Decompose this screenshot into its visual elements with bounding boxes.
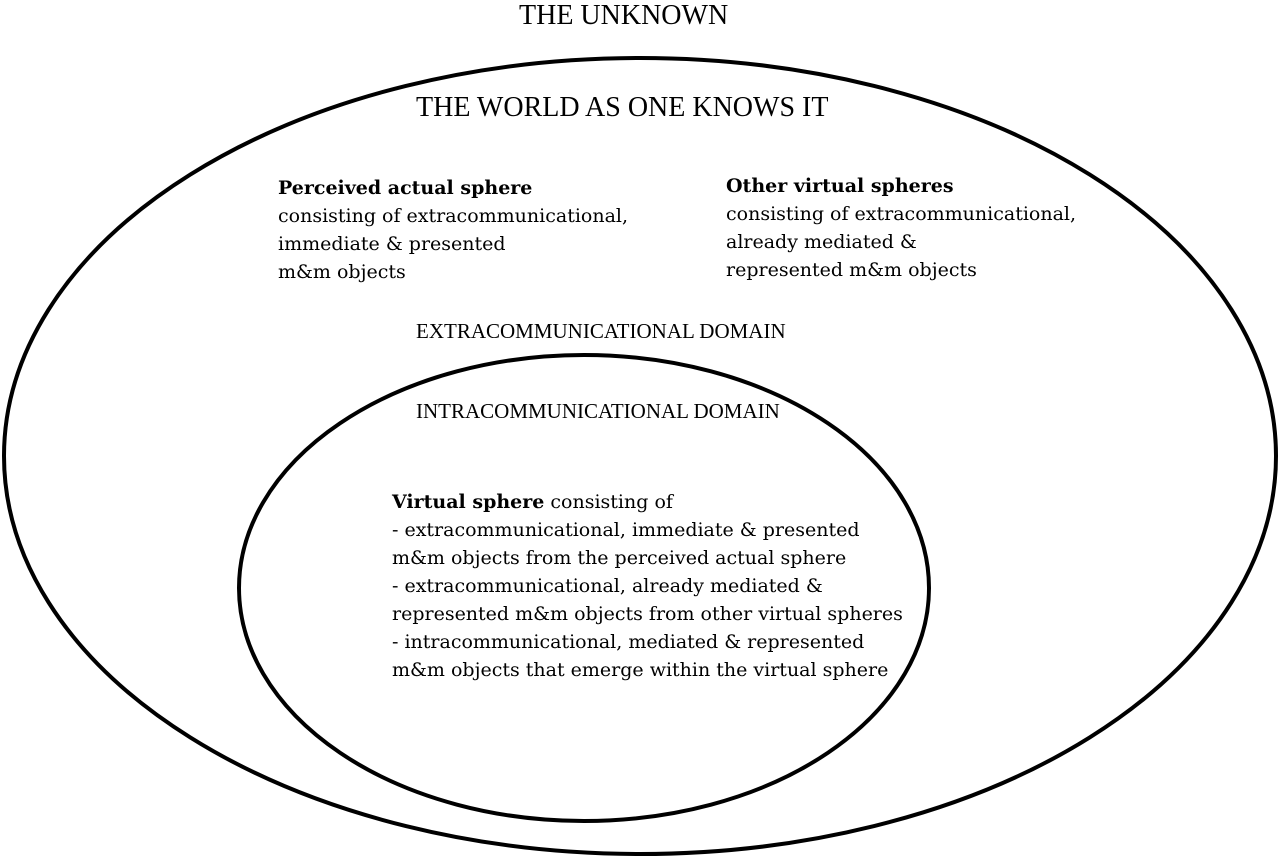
extracommunicational-domain-label: EXTRACOMMUNICATIONAL DOMAIN — [416, 319, 786, 343]
virtual-sphere-line: - extracommunicational, immediate & presented — [392, 519, 860, 541]
world-label: THE WORLD AS ONE KNOWS IT — [416, 92, 829, 123]
virtual-sphere-heading — [392, 488, 903, 516]
intracommunicational-domain-label: INTRACOMMUNICATIONAL DOMAIN — [416, 399, 780, 423]
perceived-sphere-title: Perceived actual sphere — [278, 177, 533, 199]
world-ellipse — [4, 58, 1276, 854]
virtual-sphere-line: m&m objects from the perceived actual sphere — [392, 547, 847, 569]
virtual-sphere-title-suffix: consisting of — [544, 491, 673, 513]
unknown-label: THE UNKNOWN — [519, 0, 729, 31]
other-spheres-line: represented m&m objects — [726, 259, 977, 281]
perceived-sphere-line: immediate & presented — [278, 233, 506, 255]
other-spheres-text — [726, 172, 1076, 284]
virtual-sphere-line: - intracommunicational, mediated & represented — [392, 631, 865, 653]
other-spheres-title: Other virtual spheres — [726, 175, 954, 197]
virtual-sphere-line: - extracommunicational, already mediated & — [392, 575, 823, 597]
virtual-sphere-text — [392, 488, 903, 684]
perceived-sphere-text — [278, 174, 628, 286]
virtual-sphere-line: m&m objects that emerge within the virtual sphere — [392, 659, 889, 681]
virtual-sphere-line: represented m&m objects from other virtual spheres — [392, 603, 903, 625]
perceived-sphere-line: m&m objects — [278, 261, 406, 283]
other-spheres-line: consisting of extracommunicational, — [726, 203, 1077, 225]
other-spheres-line: already mediated & — [726, 231, 917, 253]
perceived-sphere-line: consisting of extracommunicational, — [278, 205, 629, 227]
virtual-sphere-title: Virtual sphere — [392, 491, 545, 513]
